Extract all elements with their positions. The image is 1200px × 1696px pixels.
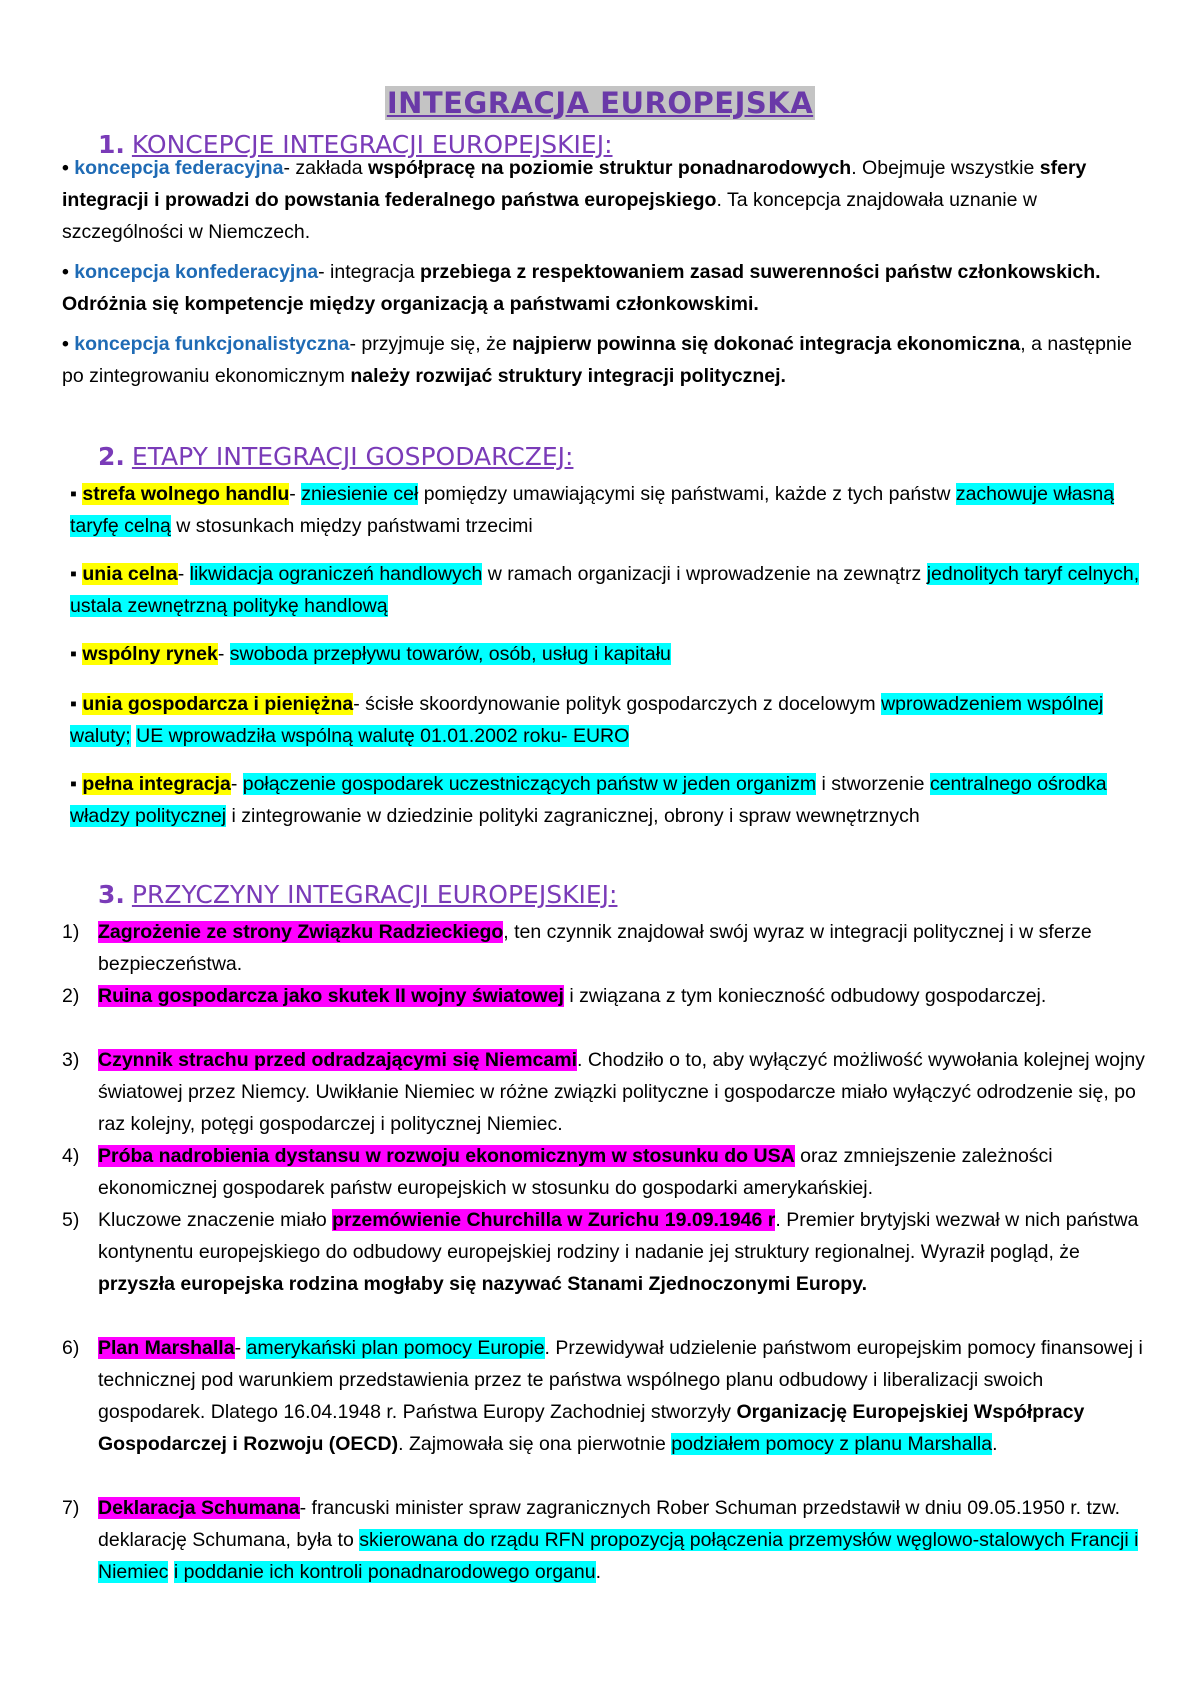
concept-name: koncepcja konfederacyjna <box>74 261 319 283</box>
square-bullet-icon: ▪ <box>70 483 77 505</box>
list-number: 3) <box>62 1049 80 1071</box>
section-title: KONCEPCJE INTEGRACJI EUROPEJSKIEJ: <box>131 130 613 159</box>
section-number: 3. <box>98 880 125 909</box>
stage-free-trade: ▪ strefa wolnego handlu- zniesienie ceł pomiędzy umawiającymi się państwami, każde z tych państw zachowuje własną taryfę celną w stosunkach między państwami trzecimi <box>70 483 1115 537</box>
list-item-5: 5) Kluczowe znaczenie miało przemówienie Churchilla w Zurichu 19.09.1946 r. Premier brytyjski wezwał w nich państwa kontynentu europejskiego do odbudowy europejskiej rodziny i nadanie jej struktury regionalnej. Wyraził pogląd, że przyszła europejska rodzina mogłaby się nazywać Stanami Zjednoczonymi Europy. <box>62 1204 1152 1300</box>
square-bullet-icon: ▪ <box>70 693 77 715</box>
document-title: INTEGRACJA EUROPEJSKA <box>386 86 814 120</box>
stage-customs-union: ▪ unia celna- likwidacja ograniczeń handlowych w ramach organizacji i wprowadzenie na zewnątrz jednolitych taryf celnych, ustala zewnętrzną politykę handlową <box>70 563 1140 617</box>
bullet-icon: • <box>62 157 69 179</box>
section-number: 2. <box>98 442 125 471</box>
list-item-6: 6) Plan Marshalla- amerykański plan pomocy Europie. Przewidywał udzielenie państwom europejskim pomocy finansowej i technicznej pod warunkiem przedstawienia przez te państwa wspólnego planu odbudowy i liberalizacji swoich gospodarek. Dlatego 16.04.1948 r. Państwa Europy Zachodniej stworzyły Organizację Europejskiej Współpracy Gospodarczej i Rozwoju (OECD). Zajmowała się ona pierwotnie podziałem pomocy z planu Marshalla. <box>62 1332 1152 1460</box>
square-bullet-icon: ▪ <box>70 643 77 665</box>
stage-name: pełna integracja <box>82 773 231 795</box>
concept-name: koncepcja federacyjna <box>74 157 284 179</box>
list-number: 1) <box>62 921 80 943</box>
section-2-heading <box>98 442 573 471</box>
stage-name: wspólny rynek <box>82 643 218 665</box>
list-item-1: 1) Zagrożenie ze strony Związku Radzieckiego, ten czynnik znajdował swój wyraz w integracji politycznej i w sferze bezpieczeństwa. <box>62 916 1152 980</box>
stage-name: unia celna <box>82 563 178 585</box>
list-item-3: 3) Czynnik strachu przed odradzającymi się Niemcami. Chodziło o to, aby wyłączyć możliwość wywołania kolejnej wojny światowej przez Niemcy. Uwikłanie Niemiec w różne związki polityczne i gospodarcze miało wyłączyć odrodzenie się, po raz kolejny, potęgi gospodarczej i politycznej Niemiec. <box>62 1044 1152 1140</box>
bullet-icon: • <box>62 333 69 355</box>
concept-functionalist: • koncepcja funkcjonalistyczna- przyjmuje się, że najpierw powinna się dokonać integracja ekonomiczna, a następnie po zintegrowaniu ekonomicznym należy rozwijać struktury integracji politycznej. <box>62 333 1132 387</box>
square-bullet-icon: ▪ <box>70 563 77 585</box>
stage-economic-monetary-union: ▪ unia gospodarcza i pieniężna- ścisłe skoordynowanie polityk gospodarczych z docelowym wprowadzeniem wspólnej waluty; UE wprowadziła wspólną walutę 01.01.2002 roku- EURO <box>70 693 1104 747</box>
list-number: 4) <box>62 1145 80 1167</box>
concept-name: koncepcja funkcjonalistyczna <box>74 333 350 355</box>
square-bullet-icon: ▪ <box>70 773 77 795</box>
list-number: 7) <box>62 1497 80 1519</box>
stage-common-market: ▪ wspólny rynek- swoboda przepływu towarów, osób, usług i kapitału <box>70 643 671 665</box>
concept-federal: • koncepcja federacyjna- zakłada współpracę na poziomie struktur ponadnarodowych. Obejmuje wszystkie sfery integracji i prowadzi do powstania federalnego państwa europejskiego. Ta koncepcja znajdowała uznanie w szczególności w Niemczech. <box>62 157 1087 243</box>
concept-confederal: • koncepcja konfederacyjna- integracja przebiega z respektowaniem zasad suwerenności państw członkowskich. Odróżnia się kompetencje między organizacją a państwami członkowskimi. <box>62 261 1101 315</box>
list-item-7: 7) Deklaracja Schumana- francuski minister spraw zagranicznych Rober Schuman przedstawił w dniu 09.05.1950 r. tzw. deklarację Schumana, była to skierowana do rządu RFN propozycją połączenia przemysłów węglowo-stalowych Francji i Niemiec i poddanie ich kontroli ponadnarodowego organu. <box>62 1492 1152 1588</box>
stage-full-integration: ▪ pełna integracja- połączenie gospodarek uczestniczących państw w jeden organizm i stworzenie centralnego ośrodka władzy politycznej i zintegrowanie w dziedzinie polityki zagranicznej, obrony i spraw wewnętrznych <box>70 773 1107 827</box>
list-number: 2) <box>62 985 80 1007</box>
section-3-heading <box>98 880 617 909</box>
section-number: 1. <box>98 130 125 159</box>
bullet-icon: • <box>62 261 69 283</box>
stage-name: unia gospodarcza i pieniężna <box>82 693 354 715</box>
section-title: PRZYCZYNY INTEGRACJI EUROPEJSKIEJ: <box>131 880 618 909</box>
list-number: 5) <box>62 1209 80 1231</box>
stage-name: strefa wolnego handlu <box>82 483 290 505</box>
list-item-4: 4) Próba nadrobienia dystansu w rozwoju ekonomicznym w stosunku do USA oraz zmniejszenie zależności ekonomicznej gospodarek państw europejskich w stosunku do gospodarki amerykańskiej. <box>62 1140 1152 1204</box>
list-item-2: 2) Ruina gospodarcza jako skutek II wojny światowej i związana z tym konieczność odbudowy gospodarczej. <box>62 980 1152 1012</box>
section-title: ETAPY INTEGRACJI GOSPODARCZEJ: <box>131 442 574 471</box>
list-number: 6) <box>62 1337 80 1359</box>
